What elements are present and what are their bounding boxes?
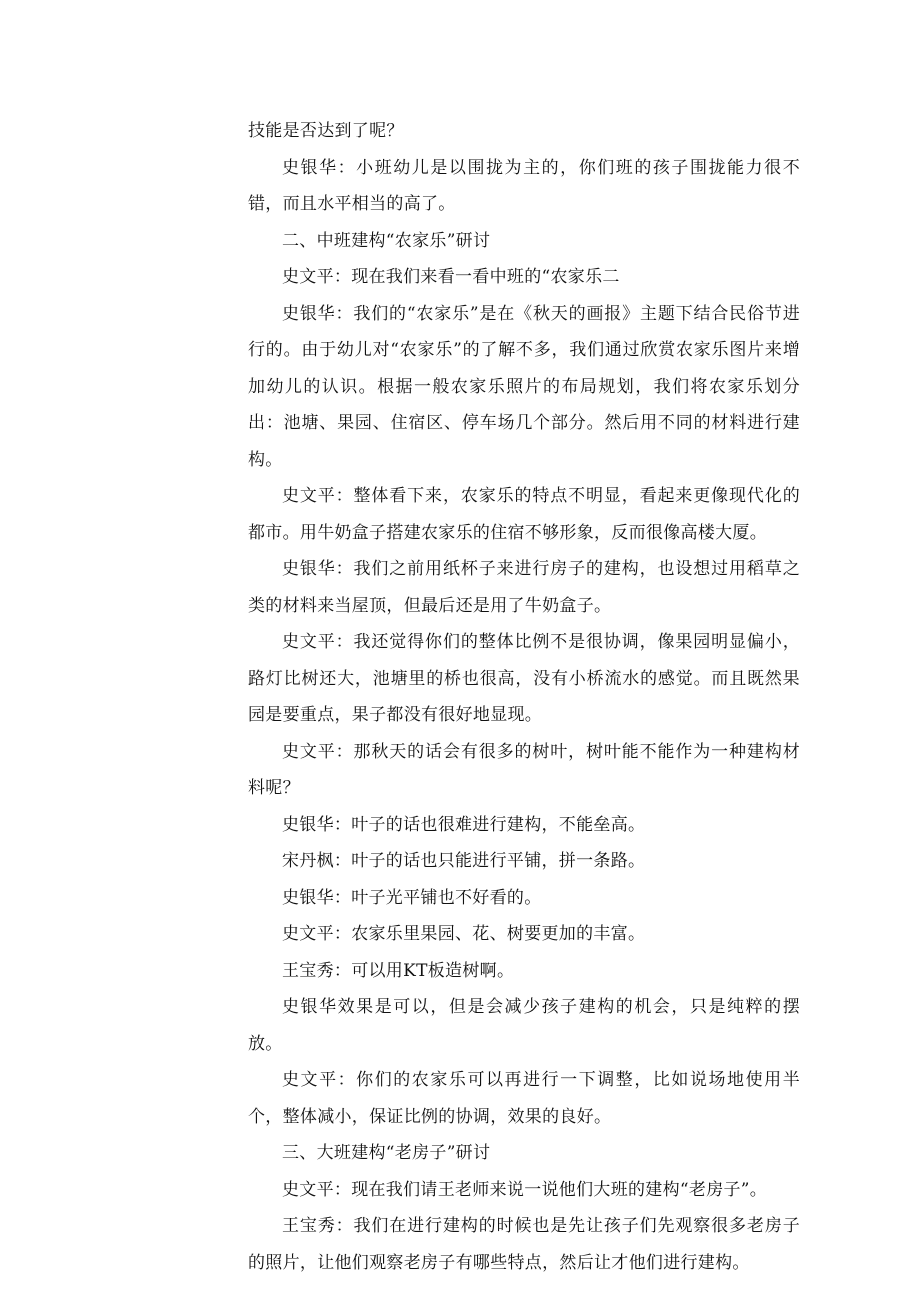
paragraph: 史银华：叶子的话也很难进行建构，不能垒高。 bbox=[282, 814, 646, 835]
paragraph: 史文平：现在我们请王老师来说一说他们大班的建构“老房子”。 bbox=[282, 1179, 768, 1200]
paragraph: 史银华：小班幼儿是以围拢为主的，你们班的孩子围拢能力很不错，而且水平相当的高了。 bbox=[248, 157, 800, 214]
paragraph: 史银华：我们之前用纸杯子来进行房子的建构，也设想过用稻草之类的材料来当屋顶，但最后还是用了牛奶盒子。 bbox=[248, 559, 800, 616]
paragraph: 史文平：整体看下来，农家乐的特点不明显，看起来更像现代化的都市。用牛奶盒子搭建农家乐的住宿不够形象，反而很像高楼大厦。 bbox=[248, 486, 800, 543]
paragraph: 史银华效果是可以，但是会减少孩子建构的机会，只是纯粹的摆放。 bbox=[248, 997, 800, 1054]
paragraph: 史银华：叶子光平铺也不好看的。 bbox=[282, 887, 542, 908]
paragraph: 史文平：现在我们来看一看中班的“农家乐二 bbox=[282, 267, 620, 287]
paragraph: 史文平：农家乐里果园、花、树要更加的丰富。 bbox=[282, 924, 646, 944]
paragraph: 宋丹枫：叶子的话也只能进行平铺，拼一条路。 bbox=[282, 851, 646, 871]
section-heading: 二、中班建构“农家乐”研讨 bbox=[282, 230, 491, 251]
document-body bbox=[248, 113, 800, 1281]
paragraph: 史文平：那秋天的话会有很多的树叶，树叶能不能作为一种建构材料呢？ bbox=[248, 741, 800, 798]
paragraph: 史文平：你们的农家乐可以再进行一下调整，比如说场地使用半个，整体减小，保证比例的协调，效果的良好。 bbox=[248, 1070, 800, 1127]
paragraph: 王宝秀：可以用KT板造树啊。 bbox=[282, 960, 515, 981]
paragraph: 王宝秀：我们在进行建构的时候也是先让孩子们先观察很多老房子的照片，让他们观察老房子有哪些特点，然后让才他们进行建构。 bbox=[248, 1216, 800, 1273]
paragraph: 史银华：我们的“农家乐”是在《秋天的画报》主题下结合民俗节进行的。由于幼儿对“农家乐”的了解不多，我们通过欣赏农家乐图片来增加幼儿的认识。根据一般农家乐照片的布局规划，我们将农家乐划分出：池塘、果园、住宿区、停车场几个部分。然后用不同的材料进行建构。 bbox=[248, 303, 800, 470]
section-heading: 三、大班建构“老房子”研讨 bbox=[282, 1143, 491, 1163]
paragraph: 史文平：我还觉得你们的整体比例不是很协调，像果园明显偏小，路灯比树还大，池塘里的桥也很高，没有小桥流水的感觉。而且既然果园是要重点，果子都没有很好地显现。 bbox=[248, 632, 800, 725]
paragraph: 技能是否达到了呢？ bbox=[248, 121, 404, 141]
